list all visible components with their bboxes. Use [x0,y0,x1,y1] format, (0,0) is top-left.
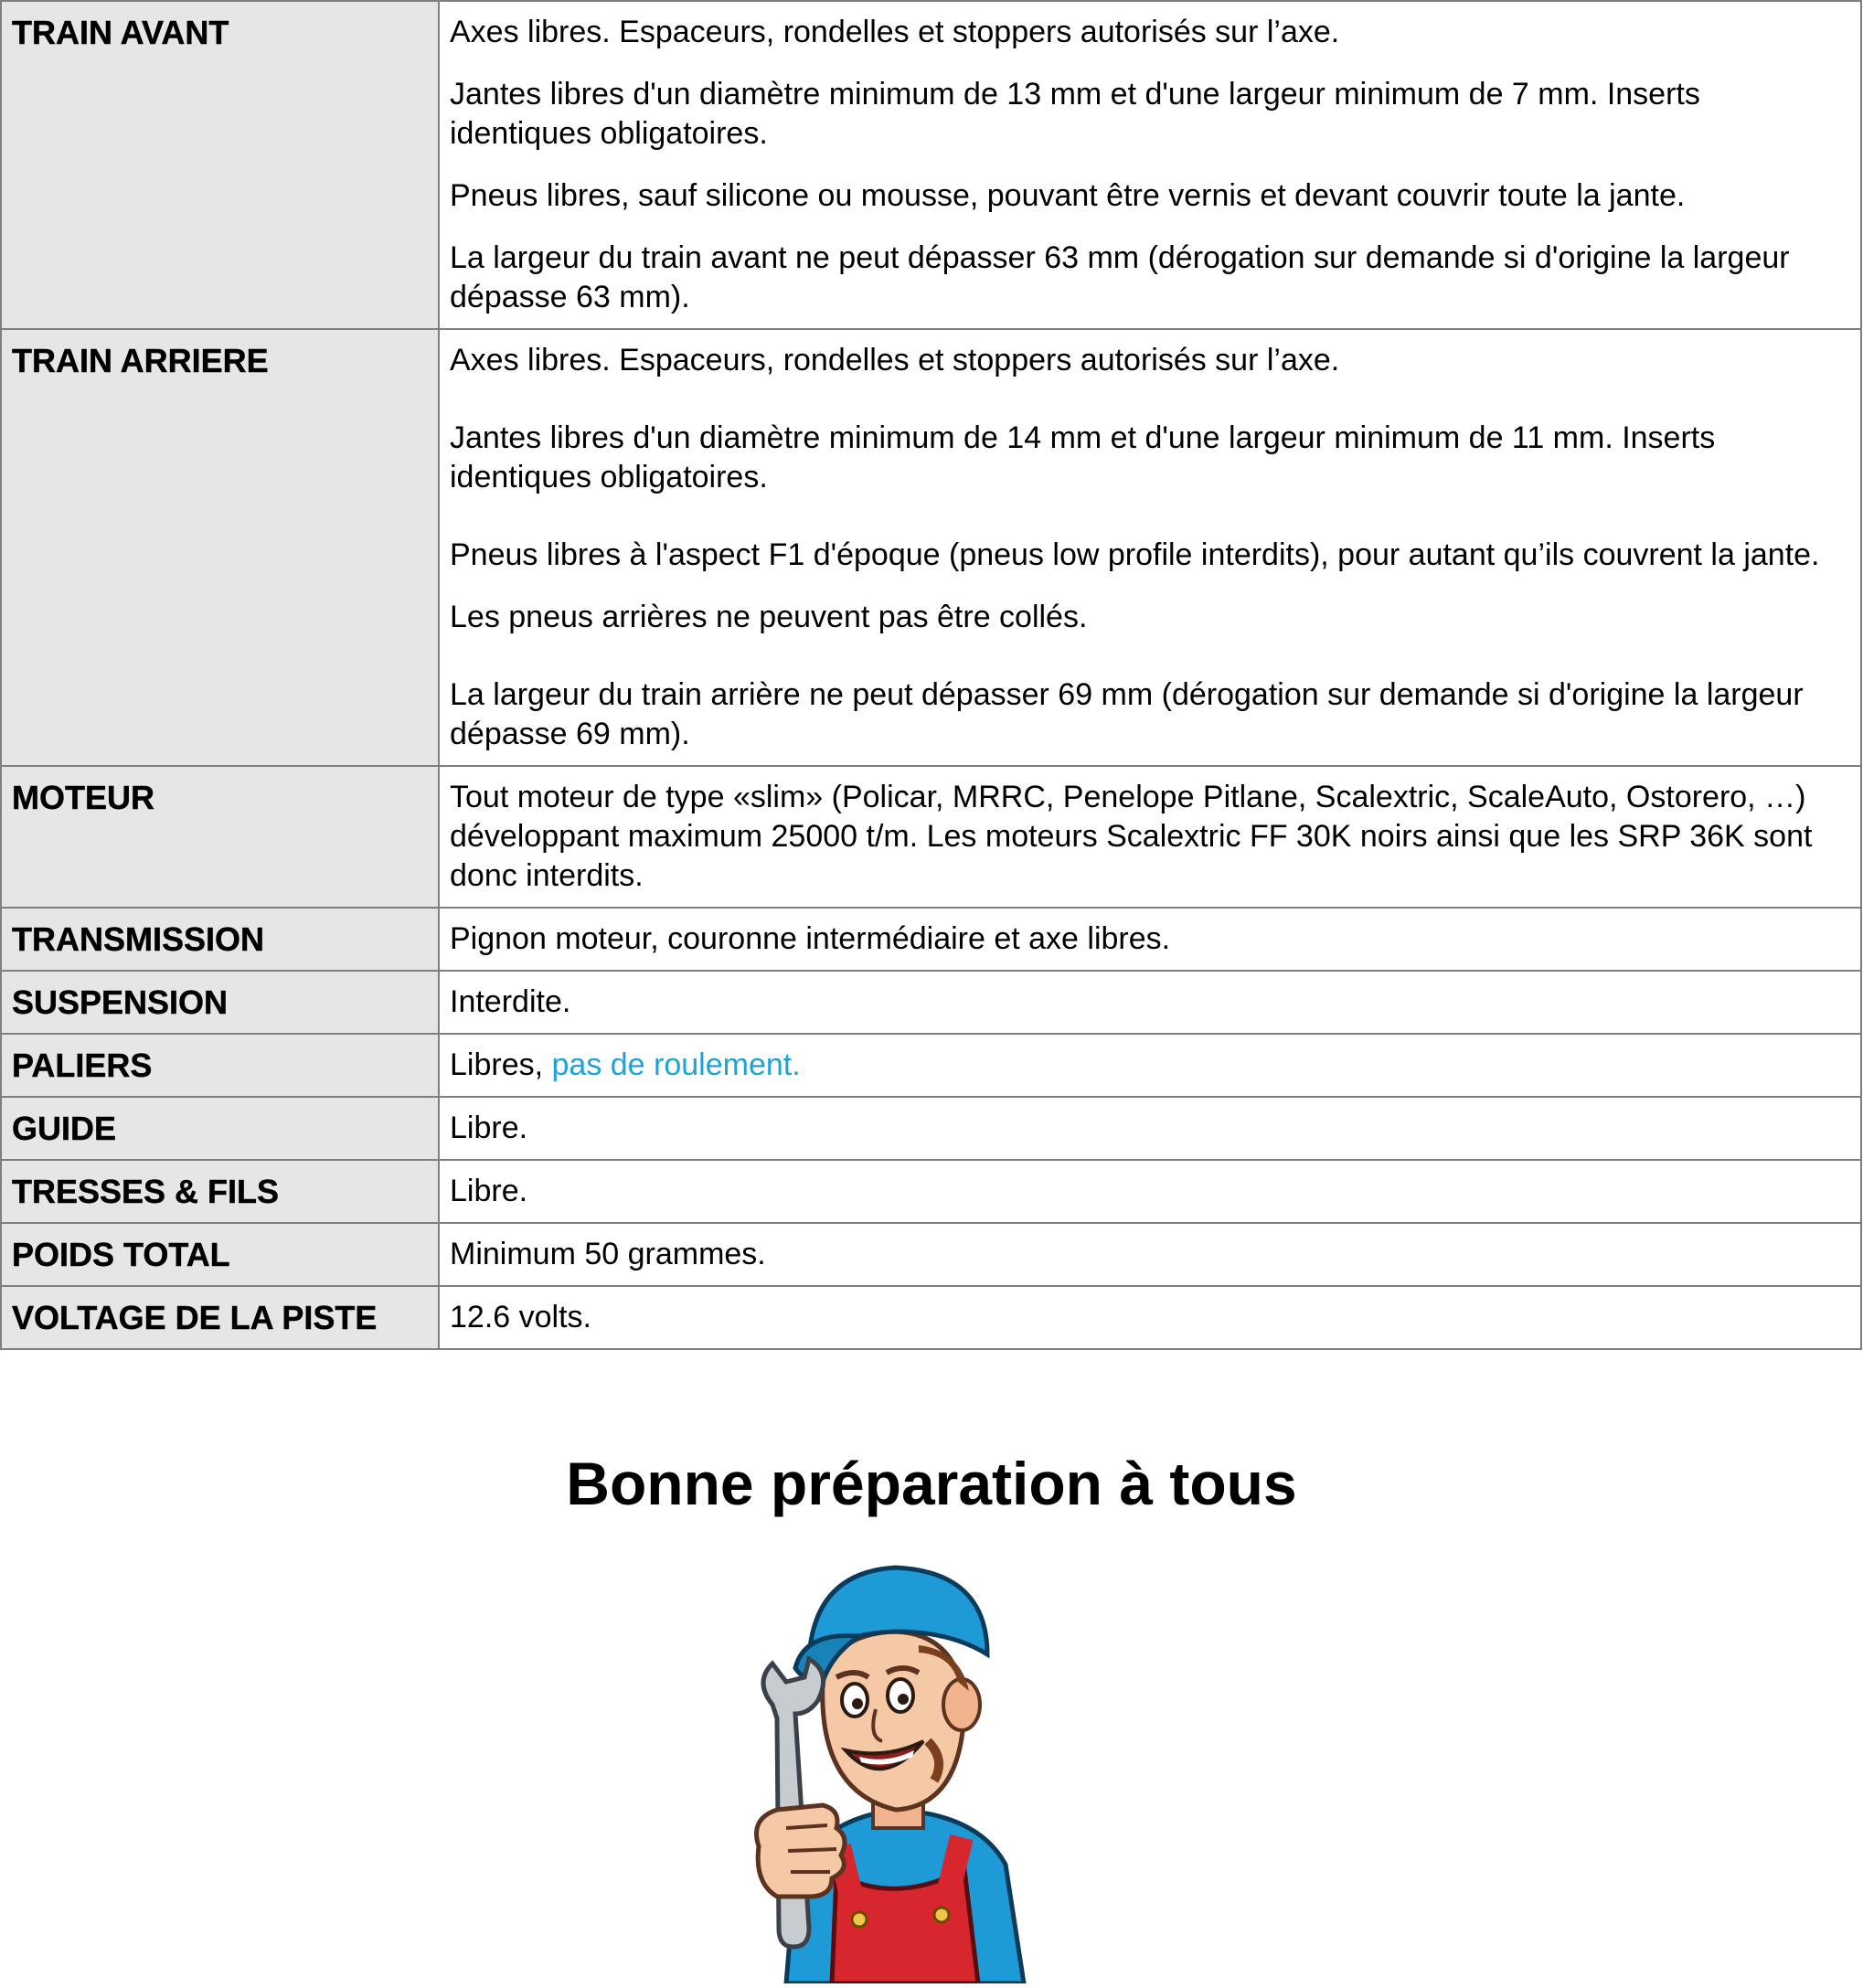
table-row [1,971,1861,1034]
table-row [1,1,1861,329]
row-value: Tout moteur de type «slim» (Policar, MRRC, Penelope Pitlane, Scalextric, ScaleAuto, Ostorero, …) développant maximum 25000 t/m. Les moteurs Scalextric FF 30K noirs ainsi que les SRP 36K sont donc interdits. [439,766,1861,908]
paragraph: La largeur du train arrière ne peut dépasser 69 mm (dérogation sur demande si d'origine la largeur dépasse 69 mm). [450,677,1804,751]
paragraph: Pneus libres, sauf silicone ou mousse, pouvant être vernis et devant couvrir toute la jante. [450,178,1686,213]
row-value: Minimum 50 grammes. [439,1223,1861,1286]
table-row [1,329,1861,766]
row-value [439,1034,1861,1097]
row-label: TRANSMISSION [1,908,439,971]
paragraph: La largeur du train avant ne peut dépasser 63 mm (dérogation sur demande si d'origine la largeur dépasse 63 mm). [450,240,1790,314]
paragraph: Jantes libres d'un diamètre minimum de 13 mm et d'une largeur minimum de 7 mm. Inserts identiques obligatoires. [450,77,1700,151]
table-row [1,908,1861,971]
row-label: GUIDE [1,1097,439,1160]
row-label: TRESSES & FILS [1,1160,439,1223]
table-row [1,1286,1861,1349]
paragraph: Axes libres. Espaceurs, rondelles et stoppers autorisés sur l’axe. [450,343,1340,377]
row-label: MOTEUR [1,766,439,908]
row-label: TRAIN ARRIERE [1,329,439,766]
table-row [1,1097,1861,1160]
row-label: TRAIN AVANT [1,1,439,329]
row-value: Interdite. [439,971,1861,1034]
row-value: Libre. [439,1160,1861,1223]
paragraph: Pneus libres à l'aspect F1 d'époque (pneus low profile interdits), pour autant qu’ils couvrent la jante. [450,537,1820,572]
table-row [1,1034,1861,1097]
paragraph: Axes libres. Espaceurs, rondelles et stoppers autorisés sur l’axe. [450,15,1340,49]
row-label: VOLTAGE DE LA PISTE [1,1286,439,1349]
table-row [1,1223,1861,1286]
table-row [1,766,1861,908]
paragraph: Les pneus arrières ne peuvent pas être collés. [450,600,1088,634]
value-text: Libres, [450,1047,552,1082]
value-text: . [792,1047,801,1082]
row-value: 12.6 volts. [439,1286,1861,1349]
bearing-link[interactable]: pas de roulement [551,1047,793,1082]
closing-heading: Bonne préparation à tous [566,1450,1297,1517]
row-value: Libre. [439,1097,1861,1160]
row-label: PALIERS [1,1034,439,1097]
table-row [1,1160,1861,1223]
row-value [439,1,1861,329]
row-value [439,329,1861,766]
mechanic-illustration [722,1545,1070,1983]
row-label: SUSPENSION [1,971,439,1034]
row-label: POIDS TOTAL [1,1223,439,1286]
row-value: Pignon moteur, couronne intermédiaire et axe libres. [439,908,1861,971]
paragraph: Jantes libres d'un diamètre minimum de 14 mm et d'une largeur minimum de 11 mm. Inserts identiques obligatoires. [450,420,1716,494]
mechanic-icon [722,1545,1070,1983]
